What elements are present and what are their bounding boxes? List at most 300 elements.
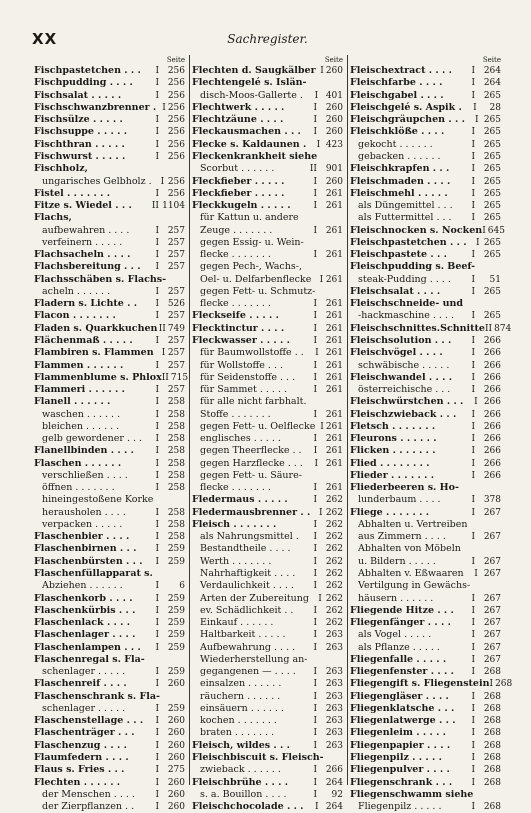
entry-volume: I [471,753,475,763]
entry-page: 262 [325,544,343,555]
entry-page: 266 [483,434,501,445]
entry-term: räuchern . . . . . . [200,690,281,702]
entry-volume: I [320,66,324,77]
entry-term: Fistel . . . . . . . [34,187,111,199]
index-entry [190,261,347,273]
entry-page: 259 [167,544,185,555]
entry-volume: I [155,397,159,408]
index-entry [190,752,347,764]
index-entry [190,776,347,788]
entry-volume: I [313,115,317,126]
index-entry [190,274,347,286]
entry-term: gegen Theerflecke . . [200,445,302,457]
entry-page: 423 [325,139,343,150]
entry-page: 260 [167,679,185,690]
index-entry [32,654,189,666]
index-entry [348,396,505,408]
entry-page: 260 [167,728,185,739]
entry-term: Flaschenstellage . . . [34,715,144,727]
index-entry [190,65,347,77]
index-entry [348,65,505,77]
index-entry [32,126,189,138]
entry-volume: I [471,728,475,739]
entry-volume: I [474,569,478,580]
index-entry [32,605,189,617]
index-entry [348,335,505,347]
entry-term: gegangenen — . . . . [200,666,296,678]
index-entry [190,580,347,592]
index-entry [32,568,189,580]
entry-volume: I [313,740,317,751]
entry-page: 264 [325,777,343,788]
entry-term: Scorbut . . . . . . [200,163,275,175]
entry-term: gekocht . . . . . . [358,138,433,150]
entry-term: Bestandtheile . . . . [200,543,291,555]
index-entry [32,175,189,187]
entry-volume: I [313,201,317,212]
entry-term: u. Bildern . . . . . [358,555,436,567]
entry-page: 260 [325,115,343,126]
entry-term: Flambiren s. Flammen [34,347,154,359]
index-entry [348,691,505,703]
entry-page: 265 [483,164,501,175]
entry-volume: I [315,348,319,359]
index-entry [348,188,505,200]
entry-volume: I [471,716,475,727]
entry-term: Fleischsolution . . . [350,334,452,346]
index-entry [190,629,347,641]
entry-volume: I [471,213,475,224]
entry-volume: I [155,544,159,555]
entry-term: aus Zimmern . . . . [358,531,446,543]
entry-term: Flaschen . . . . . . [34,457,122,469]
index-entry [348,261,505,273]
entry-term: Fleischpastete . . . [350,249,447,261]
entry-page: 260 [325,176,343,187]
index-entry [32,224,189,236]
entry-page: 262 [325,569,343,580]
entry-page: 266 [483,397,501,408]
entry-volume: I [471,556,475,567]
entry-page: 715 [170,372,189,383]
entry-page: 261 [325,311,343,322]
index-entry [190,543,347,555]
entry-term: herausholen . . . . [42,506,126,518]
entry-page: 257 [167,250,185,261]
entry-term: Fliegenschrank . . . [350,776,453,788]
entry-term: für Wollstoffe . . . [200,359,284,371]
index-entry [348,617,505,629]
index-entry [348,126,505,138]
entry-volume: I [155,434,159,445]
index-entry [348,237,505,249]
entry-page: 265 [483,139,501,150]
entry-term: Flechtwerk . . . . . [192,101,285,113]
entry-term: Fischpudding . . . . [34,77,133,89]
entry-volume: I [313,360,317,371]
entry-term: Flecktinctur . . . . [192,322,285,334]
entry-page: 645 [487,225,505,236]
index-entry [348,408,505,420]
entry-volume: I [313,299,317,310]
entry-term: Fliegenpilz . . . . . [350,752,442,763]
entry-volume: II [161,372,169,383]
index-entry [190,310,347,322]
entry-page: 263 [325,667,343,678]
index-entry [32,421,189,433]
entry-term: Flecke s. Kaldaunen . [192,138,307,150]
index-entry [32,727,189,739]
entry-volume: I [155,556,159,567]
entry-term: Flaschenlager . . . . [34,629,136,641]
index-entry [190,494,347,506]
entry-term: als Nahrungsmittel . [200,531,299,543]
index-entry [190,90,347,102]
index-entry [190,445,347,457]
entry-page: 261 [325,385,343,396]
entry-term: Flammenblume s. Phlox [34,371,162,383]
entry-term: Fischholz, [34,163,88,175]
entry-term: Fleischbiscuit s. Fleisch- [192,752,324,763]
index-entry [32,507,189,519]
entry-term: Flaschenkürbis . . . [34,604,136,616]
page-column-label: Seite [324,56,343,64]
page-column-label: Seite [166,56,185,64]
entry-term: Fliegenpilz . . . . . [358,801,442,813]
index-entry [348,249,505,261]
entry-volume: I [155,507,159,518]
entry-volume: I [313,323,317,334]
index-entry [32,102,189,114]
index-entry [348,90,505,102]
index-entry [190,323,347,335]
index-entry [32,274,189,286]
entry-page: 259 [167,605,185,616]
entry-term: gegen Fett- u. Säure- [200,469,302,481]
entry-term: Fliegengift s. Fliegenstein [350,678,490,690]
index-entry [190,408,347,420]
entry-volume: I [313,102,317,113]
entry-page: 267 [483,593,501,604]
entry-page: 268 [495,679,513,690]
entry-term: Fischsuppe . . . . . [34,126,128,138]
entry-volume: I [155,470,159,481]
entry-term: Fleisch, wildes . . . [192,739,290,751]
entry-volume: I [471,164,475,175]
entry-volume: I [313,630,317,641]
entry-term: Flieder . . . . . . . [350,469,435,481]
index-entry [32,65,189,77]
entry-term: Fischschwanzbrenner . [34,101,157,113]
entry-volume: I [471,777,475,788]
entry-term: Flaschenträger . . . [34,727,135,739]
entry-term: Fletsch . . . . . . . [350,420,436,432]
entry-term: Fleischschnittes.Schnitte [350,322,485,334]
entry-term: für Baumwollstoffe . . [200,347,304,359]
entry-term: Oel- u. Delfarbenflecke [200,273,312,285]
entry-term: waschen . . . . . . [42,408,121,420]
entry-volume: I [155,286,159,297]
index-entry [348,543,505,555]
entry-page: 262 [325,593,343,604]
index-entry [32,543,189,555]
entry-page: 265 [483,311,501,322]
index-entry [190,212,347,224]
entry-page: 378 [483,495,501,506]
index-entry [348,224,505,236]
entry-page: 262 [325,556,343,567]
entry-volume: I [471,188,475,199]
entry-term: Fliederbeeren s. Ho- [350,482,459,494]
entry-term: flecke . . . . . . . [200,298,271,310]
entry-page: 267 [483,605,501,616]
index-entry [32,310,189,322]
entry-term: Fleischvögel . . . . [350,347,443,359]
entry-volume: I [155,642,159,653]
entry-volume: I [155,740,159,751]
entry-volume: I [155,188,159,199]
entry-volume: I [489,679,494,690]
entry-volume: I [471,409,475,420]
entry-volume: I [155,299,159,310]
entry-term: Flammen . . . . . . [34,359,124,371]
entry-page: 260 [167,716,185,727]
entry-volume: I [471,90,475,101]
index-entry [348,77,505,89]
entry-page: 265 [483,286,501,297]
entry-term: häusern . . . . . . [358,592,434,604]
entry-term: Abziehen . . . . . . [42,580,123,592]
index-entry [348,200,505,212]
entry-term: Fledermaus . . . . . [192,494,288,506]
entry-term: Flachsbereitung . . . [34,261,141,273]
entry-term: gegen Fett- u. Oelflecke [200,420,316,432]
entry-page: 260 [325,127,343,138]
entry-term: Wiederherstellung an- [200,653,308,665]
entry-term: Flachsacheln . . . . [34,249,131,261]
index-column-1 [32,55,190,813]
entry-volume: I [155,446,159,457]
index-entry [190,249,347,261]
entry-page: 266 [483,421,501,432]
entry-term: Fleischschneide- und [350,298,464,310]
entry-term: braten . . . . . . . [200,727,275,739]
index-column-3 [348,55,513,813]
entry-term: gebacken . . . . . . [358,150,441,162]
entry-volume: I [313,188,317,199]
entry-term: Fleischsalat . . . . [350,285,441,297]
index-entry [348,102,505,114]
index-entry [190,384,347,396]
entry-volume: I [155,630,159,641]
entry-term: Flaschenlack . . . . [34,617,131,629]
index-entry [348,703,505,715]
entry-volume: I [155,66,159,77]
index-entry [32,494,189,506]
entry-volume: I [155,679,159,690]
entry-term: Aufbewahrung . . . . [200,641,296,653]
entry-term: Flanellbinden . . . . [34,445,134,457]
index-entry [32,212,189,224]
entry-volume: I [313,532,317,543]
entry-page: 267 [483,569,501,580]
index-entry [348,310,505,322]
index-entry [348,531,505,543]
entry-page: 92 [331,789,343,800]
entry-page: 258 [167,434,185,445]
entry-term: Fliegenfänger . . . . [350,617,451,629]
entry-term: als Futtermittel . . . [358,212,452,224]
entry-volume: I [471,495,475,506]
index-entry [32,641,189,653]
entry-term: Fliegenfalle . . . . . [350,653,447,665]
entry-term: Abhalten u. Vertreiben [358,518,468,530]
entry-volume: I [471,703,475,714]
entry-page: 267 [483,556,501,567]
entry-page: 401 [325,90,343,101]
entry-term: verschließen . . . . [42,469,128,481]
entry-volume: I [155,151,159,162]
entry-volume: I [471,691,475,702]
index-entry [348,678,513,690]
index-entry [32,752,189,764]
entry-volume: I [155,777,159,788]
index-entry [348,666,505,678]
index-entry [348,274,505,286]
index-entry [348,482,505,494]
entry-volume: I [161,348,166,359]
index-entry [190,151,347,163]
entry-term: Flaschenbürsten . . . [34,555,143,567]
index-entry [348,801,505,813]
index-entry [190,237,347,249]
entry-term: Fliege . . . . . . . [350,506,429,518]
entry-volume: I [313,679,317,690]
entry-volume: I [313,667,317,678]
entry-volume: I [155,139,159,150]
entry-page: 262 [325,532,343,543]
entry-page: 257 [167,225,185,236]
index-entry [348,494,505,506]
entry-volume: I [155,483,159,494]
page-column-label: Seite [482,56,501,64]
entry-page: 263 [325,642,343,653]
entry-page: 256 [167,176,185,187]
entry-volume: I [155,618,159,629]
index-entry [32,703,189,715]
index-entry [32,617,189,629]
entry-term: gegen Pech-, Wachs-, [200,261,302,273]
entry-term: Fleckfieber . . . . . [192,175,285,187]
entry-term: Flachsschäben s. Flachs- [34,273,167,285]
index-entry [348,458,505,470]
entry-volume: I [155,667,159,678]
entry-term: für alle nicht farbhalt. [200,396,307,408]
entry-page: 265 [483,201,501,212]
entry-volume: I [155,519,159,530]
entry-term: Werth . . . . . . . [200,555,272,567]
entry-page: 275 [167,765,185,776]
entry-volume: I [314,90,319,101]
entry-page: 261 [325,299,343,310]
index-entry [190,347,347,359]
entry-volume: I [475,237,480,248]
index-entry [348,298,505,310]
entry-term: Flacon . . . . . . . [34,310,116,322]
entry-volume: I [155,765,159,776]
entry-page: 266 [483,348,501,359]
entry-volume: I [155,90,159,101]
index-entry [190,691,347,703]
index-entry [348,519,505,531]
entry-page: 261 [325,335,343,346]
entry-volume: I [313,716,317,727]
entry-term: Flaschenzug . . . . [34,739,127,751]
entry-term: als Düngemittel . . . [358,200,453,212]
entry-page: 261 [325,446,343,457]
entry-term: disch-Moos-Gallerte . [200,89,303,101]
index-entry [32,556,189,568]
entry-volume: I [313,569,317,580]
entry-term: der Menschen . . . . [42,788,135,800]
entry-term: Fischthran . . . . . [34,138,125,150]
entry-term: Fischwurst . . . . . [34,150,126,162]
entry-page: 268 [483,716,501,727]
entry-volume: I [471,274,475,285]
entry-term: Fliegenlatwerge . . . [350,715,456,727]
entry-volume: I [471,360,475,371]
entry-page: 259 [167,593,185,604]
entry-page: 260 [167,777,185,788]
entry-term: Fleischkrapfen . . . [350,163,450,175]
index-entry [32,188,189,200]
entry-term: Flechtzäune . . . . [192,114,284,126]
entry-term: Fleurons . . . . . . [350,433,437,445]
entry-term: Fischsülze . . . . . [34,114,123,126]
index-entry [32,151,189,163]
entry-term: Fladern s. Lichte . . [34,298,138,310]
entry-term: Fleisch . . . . . . . [192,518,277,530]
index-entry [348,641,505,653]
entry-term: aufbewahren . . . . [42,224,130,236]
entry-volume: I [319,507,323,518]
entry-page: 261 [325,348,343,359]
index-entry [190,482,347,494]
index-entry [32,286,189,298]
index-entry [190,335,347,347]
entry-volume: I [313,765,317,776]
entry-term: Fladen s. Quarkkuchen [34,322,158,334]
entry-page: 259 [167,667,185,678]
entry-term: der Zierpflanzen . . [42,801,135,813]
index-entry [348,507,505,519]
index-entry [32,77,189,89]
entry-volume: I [155,385,159,396]
entry-volume: I [155,458,159,469]
entry-volume: I [313,176,317,187]
entry-volume: I [160,176,165,187]
entry-term: Flächenmaß . . . . . [34,334,133,346]
index-entry [32,629,189,641]
entry-page: 261 [325,483,343,494]
entry-term: Fleischextract . . . . [350,65,452,77]
entry-page: 256 [167,90,185,101]
index-entry [190,298,347,310]
entry-volume: II [151,201,159,212]
index-entry [190,519,347,531]
entry-term: Fledermausbrenner . . [192,506,311,518]
index-entry [32,445,189,457]
